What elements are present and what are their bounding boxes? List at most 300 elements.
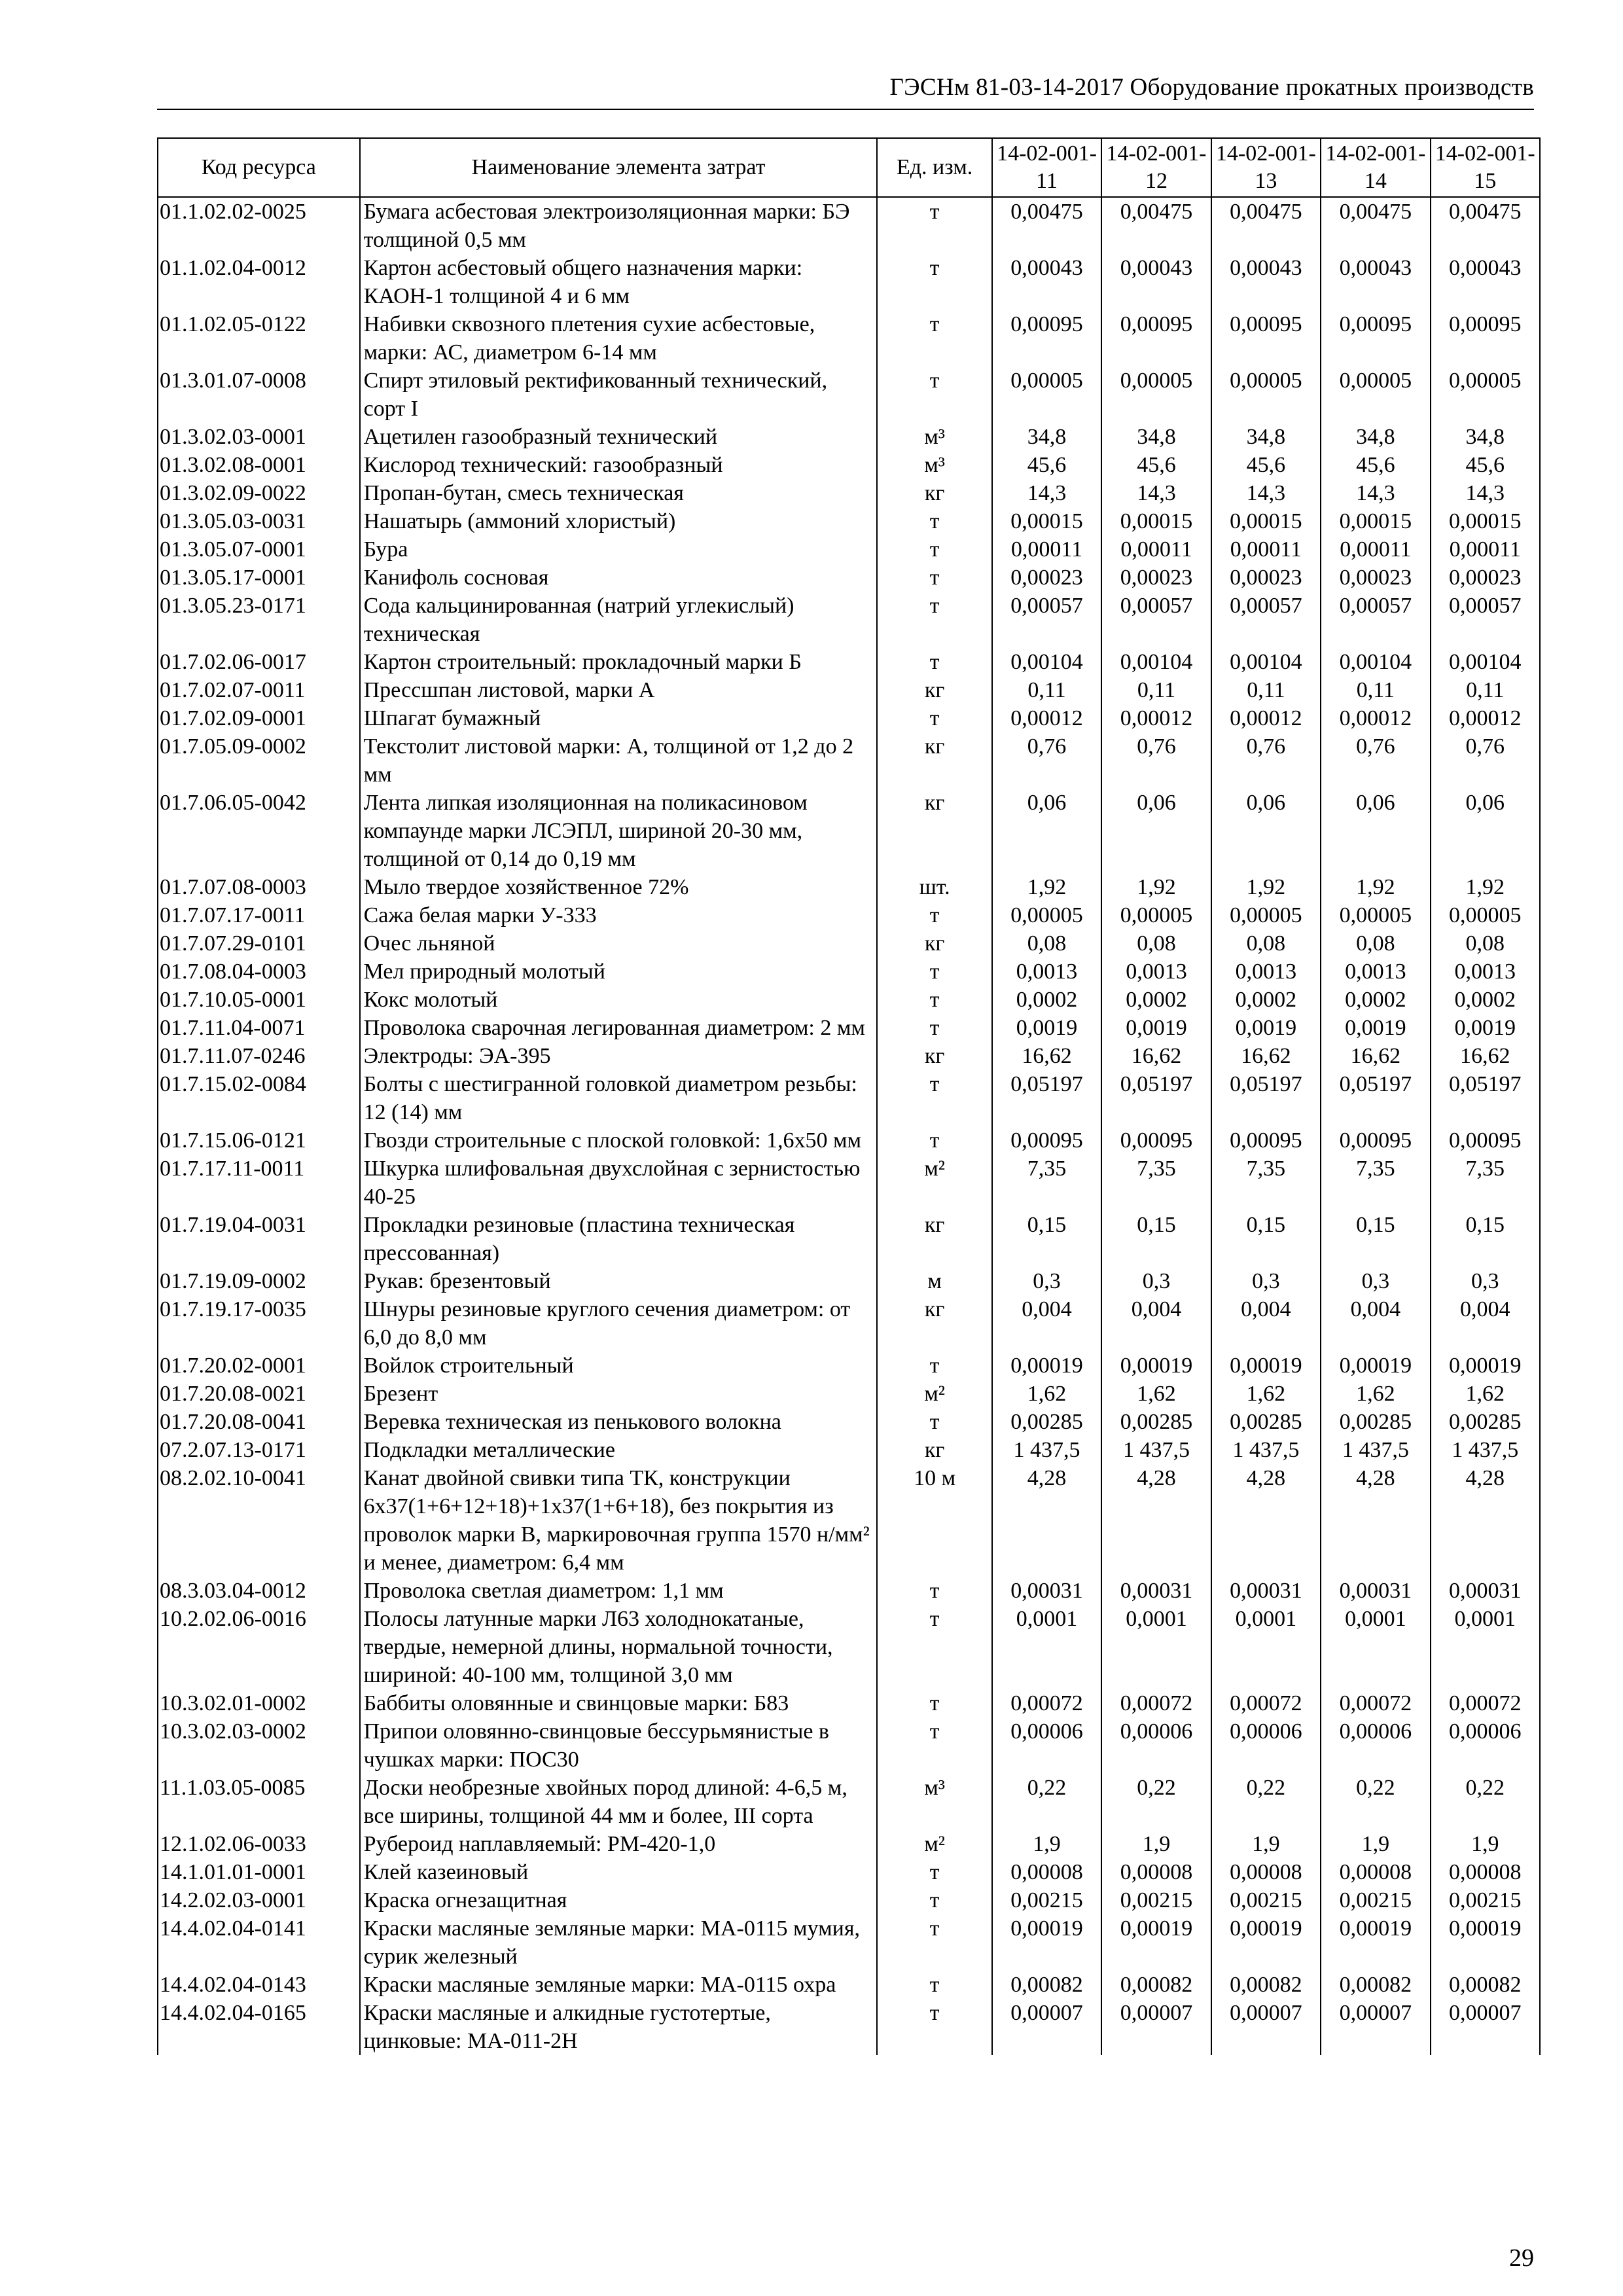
col-header-name: Наименование элемента затрат — [360, 138, 878, 197]
cell-value: 45,6 — [992, 451, 1101, 479]
cell-name: Ацетилен газообразный технический — [360, 423, 878, 451]
cell-value: 0,00215 — [1211, 1886, 1321, 1914]
cell-value: 1,62 — [992, 1380, 1101, 1408]
cell-value: 16,62 — [1321, 1042, 1430, 1070]
cell-value: 0,15 — [1211, 1211, 1321, 1267]
cell-value: 0,00215 — [992, 1886, 1101, 1914]
cell-value: 0,00019 — [1431, 1914, 1540, 1971]
col-header-unit: Ед. изм. — [877, 138, 991, 197]
cell-value: 0,00043 — [1101, 254, 1211, 310]
cell-value: 0,00023 — [1321, 564, 1430, 592]
cell-code: 01.3.05.23-0171 — [158, 592, 360, 648]
cell-name: Бумага асбестовая электроизоляционная марки: БЭ толщиной 0,5 мм — [360, 197, 878, 254]
cell-value: 0,00019 — [1211, 1914, 1321, 1971]
cell-code: 01.7.11.04-0071 — [158, 1014, 360, 1042]
cell-value: 0,00082 — [1101, 1971, 1211, 1999]
cell-value: 0,0019 — [1211, 1014, 1321, 1042]
cell-value: 0,00008 — [1101, 1858, 1211, 1886]
cell-value: 1,92 — [1101, 873, 1211, 901]
cell-code: 01.7.02.06-0017 — [158, 648, 360, 676]
cell-unit: т — [877, 254, 991, 310]
cell-unit: т — [877, 564, 991, 592]
table-row — [158, 648, 1540, 676]
cell-value: 0,15 — [1101, 1211, 1211, 1267]
cell-value: 0,0013 — [1321, 958, 1430, 986]
cell-value: 0,00031 — [1211, 1577, 1321, 1605]
cell-value: 7,35 — [1431, 1155, 1540, 1211]
cell-value: 0,11 — [1321, 676, 1430, 704]
cell-value: 45,6 — [1101, 451, 1211, 479]
cell-value: 0,05197 — [1211, 1070, 1321, 1126]
cell-value: 0,004 — [1321, 1295, 1430, 1352]
cell-unit: т — [877, 197, 991, 254]
cell-value: 0,05197 — [1321, 1070, 1430, 1126]
cell-code: 01.7.10.05-0001 — [158, 986, 360, 1014]
cell-value: 0,00008 — [1211, 1858, 1321, 1886]
cell-value: 0,06 — [1431, 789, 1540, 873]
table-row — [158, 592, 1540, 648]
cell-name: Пропан-бутан, смесь техническая — [360, 479, 878, 507]
cell-value: 0,00072 — [992, 1689, 1101, 1717]
cell-name: Мыло твердое хозяйственное 72% — [360, 873, 878, 901]
cell-value: 0,00475 — [1431, 197, 1540, 254]
cell-code: 10.3.02.03-0002 — [158, 1717, 360, 1774]
cell-value: 0,0019 — [1321, 1014, 1430, 1042]
cell-value: 0,00215 — [1431, 1886, 1540, 1914]
cell-name: Болты с шестигранной головкой диаметром резьбы: 12 (14) мм — [360, 1070, 878, 1126]
cell-code: 01.7.19.09-0002 — [158, 1267, 360, 1295]
cell-value: 7,35 — [1211, 1155, 1321, 1211]
cell-unit: кг — [877, 929, 991, 958]
cell-name: Очес льняной — [360, 929, 878, 958]
cell-value: 0,3 — [992, 1267, 1101, 1295]
cell-value: 0,00031 — [1321, 1577, 1430, 1605]
cell-unit: т — [877, 1014, 991, 1042]
cell-name: Краски масляные земляные марки: МА-0115 охра — [360, 1971, 878, 1999]
cell-code: 14.4.02.04-0143 — [158, 1971, 360, 1999]
table-row — [158, 1914, 1540, 1971]
cell-value: 0,11 — [1101, 676, 1211, 704]
cell-value: 0,3 — [1211, 1267, 1321, 1295]
cell-value: 0,00072 — [1431, 1689, 1540, 1717]
cell-unit: т — [877, 1689, 991, 1717]
col-header-code: Код ресурса — [158, 138, 360, 197]
cell-code: 01.7.11.07-0246 — [158, 1042, 360, 1070]
col-header-14: 14-02-001-14 — [1321, 138, 1430, 197]
cell-value: 45,6 — [1431, 451, 1540, 479]
cell-value: 4,28 — [1431, 1464, 1540, 1577]
table-row — [158, 1014, 1540, 1042]
cell-value: 14,3 — [1101, 479, 1211, 507]
cell-unit: м³ — [877, 451, 991, 479]
cell-code: 01.7.20.08-0041 — [158, 1408, 360, 1436]
cell-value: 0,15 — [1431, 1211, 1540, 1267]
cell-value: 0,00031 — [1101, 1577, 1211, 1605]
table-row — [158, 1717, 1540, 1774]
cell-value: 0,00057 — [1321, 592, 1430, 648]
cell-value: 0,0019 — [992, 1014, 1101, 1042]
cell-unit: т — [877, 1126, 991, 1155]
cell-unit: т — [877, 704, 991, 732]
col-header-15: 14-02-001-15 — [1431, 138, 1540, 197]
cell-name: Клей казеиновый — [360, 1858, 878, 1886]
cell-value: 0,22 — [1321, 1774, 1430, 1830]
cell-name: Прокладки резиновые (пластина техническая прессованная) — [360, 1211, 878, 1267]
cell-value: 0,3 — [1321, 1267, 1430, 1295]
cell-unit: т — [877, 1858, 991, 1886]
cell-name: Брезент — [360, 1380, 878, 1408]
cell-name: Краски масляные и алкидные густотертые, цинковые: МА-011-2Н — [360, 1999, 878, 2055]
cell-name: Шпагат бумажный — [360, 704, 878, 732]
cell-value: 0,00005 — [1431, 367, 1540, 423]
cell-value: 14,3 — [1321, 479, 1430, 507]
cell-value: 0,00095 — [992, 310, 1101, 367]
cell-code: 01.7.15.02-0084 — [158, 1070, 360, 1126]
cell-code: 01.7.02.09-0001 — [158, 704, 360, 732]
table-row — [158, 197, 1540, 254]
cell-unit: т — [877, 1605, 991, 1689]
cell-code: 12.1.02.06-0033 — [158, 1830, 360, 1858]
table-row — [158, 1380, 1540, 1408]
cell-value: 1,62 — [1101, 1380, 1211, 1408]
cell-value: 0,08 — [1101, 929, 1211, 958]
table-row — [158, 1605, 1540, 1689]
cell-value: 1,62 — [1321, 1380, 1430, 1408]
cell-value: 0,00015 — [1101, 507, 1211, 535]
cell-value: 1 437,5 — [1431, 1436, 1540, 1464]
cell-value: 34,8 — [1321, 423, 1430, 451]
cell-value: 0,06 — [1321, 789, 1430, 873]
cell-value: 0,00095 — [1101, 310, 1211, 367]
cell-value: 0,00015 — [992, 507, 1101, 535]
cell-value: 0,0001 — [1101, 1605, 1211, 1689]
cell-unit: т — [877, 986, 991, 1014]
cell-value: 0,00082 — [1211, 1971, 1321, 1999]
cell-code: 01.7.20.08-0021 — [158, 1380, 360, 1408]
cell-value: 1,9 — [1101, 1830, 1211, 1858]
cell-value: 16,62 — [1101, 1042, 1211, 1070]
cell-value: 0,00019 — [992, 1914, 1101, 1971]
cell-value: 0,76 — [1211, 732, 1321, 789]
cell-code: 07.2.07.13-0171 — [158, 1436, 360, 1464]
cell-unit: т — [877, 1886, 991, 1914]
table-row — [158, 704, 1540, 732]
cell-unit: м² — [877, 1155, 991, 1211]
cell-name: Проволока светлая диаметром: 1,1 мм — [360, 1577, 878, 1605]
cell-value: 0,08 — [992, 929, 1101, 958]
cell-value: 0,00023 — [1431, 564, 1540, 592]
cell-value: 0,00057 — [992, 592, 1101, 648]
cell-value: 0,0002 — [1101, 986, 1211, 1014]
cell-name: Рубероид наплавляемый: РМ-420-1,0 — [360, 1830, 878, 1858]
cell-value: 0,08 — [1211, 929, 1321, 958]
cell-value: 0,00095 — [1321, 310, 1430, 367]
cell-name: Шнуры резиновые круглого сечения диаметром: от 6,0 до 8,0 мм — [360, 1295, 878, 1352]
cell-value: 0,00008 — [1321, 1858, 1430, 1886]
cell-value: 0,00043 — [1431, 254, 1540, 310]
cell-unit: шт. — [877, 873, 991, 901]
cell-code: 14.2.02.03-0001 — [158, 1886, 360, 1914]
col-header-12: 14-02-001-12 — [1101, 138, 1211, 197]
cell-unit: т — [877, 535, 991, 564]
cell-value: 0,05197 — [1431, 1070, 1540, 1126]
cell-value: 0,00015 — [1431, 507, 1540, 535]
cell-name: Кислород технический: газообразный — [360, 451, 878, 479]
cell-code: 01.7.02.07-0011 — [158, 676, 360, 704]
cell-name: Канифоль сосновая — [360, 564, 878, 592]
table-row — [158, 451, 1540, 479]
cell-value: 0,76 — [1321, 732, 1430, 789]
cell-value: 0,00019 — [992, 1352, 1101, 1380]
cell-value: 16,62 — [992, 1042, 1101, 1070]
cell-unit: кг — [877, 1042, 991, 1070]
document-header: ГЭСНм 81-03-14-2017 Оборудование прокатных производств — [889, 74, 1534, 101]
cell-value: 0,00095 — [1431, 1126, 1540, 1155]
cell-value: 34,8 — [1211, 423, 1321, 451]
cell-value: 0,00006 — [1101, 1717, 1211, 1774]
cell-code: 01.7.20.02-0001 — [158, 1352, 360, 1380]
cell-value: 0,00011 — [1431, 535, 1540, 564]
cell-value: 0,00005 — [1101, 367, 1211, 423]
cell-value: 0,00006 — [992, 1717, 1101, 1774]
table-row — [158, 732, 1540, 789]
cell-value: 0,15 — [992, 1211, 1101, 1267]
cell-value: 16,62 — [1431, 1042, 1540, 1070]
cell-value: 0,06 — [1101, 789, 1211, 873]
cell-unit: кг — [877, 789, 991, 873]
cell-unit: 10 м — [877, 1464, 991, 1577]
cell-unit: т — [877, 1577, 991, 1605]
cell-value: 1,9 — [1211, 1830, 1321, 1858]
cell-value: 45,6 — [1321, 451, 1430, 479]
cell-name: Набивки сквозного плетения сухие асбестовые, марки: АС, диаметром 6-14 мм — [360, 310, 878, 367]
cell-value: 0,0002 — [1321, 986, 1430, 1014]
cell-value: 4,28 — [1321, 1464, 1430, 1577]
cell-value: 0,3 — [1101, 1267, 1211, 1295]
cell-value: 1 437,5 — [1211, 1436, 1321, 1464]
cell-value: 0,06 — [992, 789, 1101, 873]
cell-value: 0,0001 — [1211, 1605, 1321, 1689]
cell-unit: т — [877, 1352, 991, 1380]
table-row — [158, 1408, 1540, 1436]
cell-value: 0,00007 — [1431, 1999, 1540, 2055]
cell-value: 0,00019 — [1431, 1352, 1540, 1380]
cell-name: Баббиты оловянные и свинцовые марки: Б83 — [360, 1689, 878, 1717]
cell-value: 0,00008 — [1431, 1858, 1540, 1886]
table-row — [158, 1464, 1540, 1577]
cell-value: 1,9 — [1431, 1830, 1540, 1858]
cell-unit: т — [877, 592, 991, 648]
cell-value: 0,00006 — [1321, 1717, 1430, 1774]
cell-value: 0,76 — [992, 732, 1101, 789]
cell-value: 7,35 — [1101, 1155, 1211, 1211]
cell-value: 4,28 — [992, 1464, 1101, 1577]
cell-name: Прессшпан листовой, марки А — [360, 676, 878, 704]
cell-name: Бура — [360, 535, 878, 564]
cell-unit: т — [877, 507, 991, 535]
cell-value: 0,00012 — [1101, 704, 1211, 732]
cell-name: Краски масляные земляные марки: МА-0115 мумия, сурик железный — [360, 1914, 878, 1971]
table-row — [158, 1155, 1540, 1211]
table-row — [158, 1042, 1540, 1070]
cell-unit: кг — [877, 676, 991, 704]
cell-value: 0,00005 — [1321, 901, 1430, 929]
table-body — [158, 197, 1540, 2055]
cell-code: 14.4.02.04-0165 — [158, 1999, 360, 2055]
cell-value: 0,22 — [1211, 1774, 1321, 1830]
cell-value: 0,22 — [992, 1774, 1101, 1830]
cell-value: 0,05197 — [1101, 1070, 1211, 1126]
cell-name: Сажа белая марки У-333 — [360, 901, 878, 929]
cell-value: 0,00095 — [1211, 310, 1321, 367]
cell-value: 0,00095 — [1321, 1126, 1430, 1155]
cell-value: 0,00104 — [1211, 648, 1321, 676]
cell-value: 1 437,5 — [1101, 1436, 1211, 1464]
cell-value: 0,00012 — [1431, 704, 1540, 732]
cell-value: 0,00005 — [1431, 901, 1540, 929]
cell-value: 14,3 — [1211, 479, 1321, 507]
cell-name: Электроды: ЭА-395 — [360, 1042, 878, 1070]
cell-value: 0,00285 — [1101, 1408, 1211, 1436]
cell-value: 4,28 — [1211, 1464, 1321, 1577]
cell-value: 0,00215 — [1101, 1886, 1211, 1914]
cell-code: 11.1.03.05-0085 — [158, 1774, 360, 1830]
cell-value: 0,00005 — [992, 901, 1101, 929]
cell-value: 0,11 — [1211, 676, 1321, 704]
cell-name: Полосы латунные марки Л63 холоднокатаные, твердые, немерной длины, нормальной точности, шириной: 40-100 мм, толщиной 3,0 мм — [360, 1605, 878, 1689]
cell-value: 1,62 — [1431, 1380, 1540, 1408]
table-row — [158, 1126, 1540, 1155]
cell-name: Веревка техническая из пенькового волокна — [360, 1408, 878, 1436]
cell-unit: кг — [877, 479, 991, 507]
cell-name: Картон строительный: прокладочный марки Б — [360, 648, 878, 676]
cell-value: 0,06 — [1211, 789, 1321, 873]
table-row — [158, 1830, 1540, 1858]
cell-value: 1,92 — [1211, 873, 1321, 901]
table-row — [158, 1774, 1540, 1830]
cell-code: 01.7.07.29-0101 — [158, 929, 360, 958]
cell-value: 0,0001 — [1431, 1605, 1540, 1689]
cell-code: 14.4.02.04-0141 — [158, 1914, 360, 1971]
cell-code: 01.7.07.08-0003 — [158, 873, 360, 901]
cell-value: 0,00023 — [1211, 564, 1321, 592]
cell-value: 1,9 — [992, 1830, 1101, 1858]
cell-code: 01.7.06.05-0042 — [158, 789, 360, 873]
cell-value: 0,00072 — [1321, 1689, 1430, 1717]
cell-value: 16,62 — [1211, 1042, 1321, 1070]
cell-value: 0,00011 — [1321, 535, 1430, 564]
cell-value: 0,00095 — [1211, 1126, 1321, 1155]
cell-code: 01.3.05.07-0001 — [158, 535, 360, 564]
cell-value: 0,00019 — [1321, 1352, 1430, 1380]
cell-value: 1,9 — [1321, 1830, 1430, 1858]
table-row — [158, 958, 1540, 986]
cell-value: 45,6 — [1211, 451, 1321, 479]
cell-code: 01.1.02.05-0122 — [158, 310, 360, 367]
cell-code: 01.3.02.08-0001 — [158, 451, 360, 479]
table-row — [158, 1858, 1540, 1886]
cell-unit: т — [877, 901, 991, 929]
cell-name: Краска огнезащитная — [360, 1886, 878, 1914]
table-row — [158, 1886, 1540, 1914]
cell-name: Шкурка шлифовальная двухслойная с зернистостью 40-25 — [360, 1155, 878, 1211]
cell-value: 0,00057 — [1431, 592, 1540, 648]
cell-unit: т — [877, 958, 991, 986]
cell-value: 0,00043 — [1321, 254, 1430, 310]
cell-value: 0,00012 — [1321, 704, 1430, 732]
cell-unit: т — [877, 648, 991, 676]
cell-value: 0,00007 — [1101, 1999, 1211, 2055]
cell-value: 0,0001 — [1321, 1605, 1430, 1689]
cell-value: 0,08 — [1431, 929, 1540, 958]
table-row — [158, 535, 1540, 564]
cell-value: 0,00015 — [1211, 507, 1321, 535]
cell-value: 0,00019 — [1211, 1352, 1321, 1380]
cell-unit: т — [877, 1914, 991, 1971]
cell-value: 0,004 — [1211, 1295, 1321, 1352]
cell-code: 08.3.03.04-0012 — [158, 1577, 360, 1605]
cell-value: 0,00285 — [1431, 1408, 1540, 1436]
cell-code: 01.3.02.09-0022 — [158, 479, 360, 507]
cell-name: Кокс молотый — [360, 986, 878, 1014]
table-row — [158, 929, 1540, 958]
cell-code: 01.3.02.03-0001 — [158, 423, 360, 451]
cell-value: 0,00005 — [1211, 901, 1321, 929]
cell-name: Рукав: брезентовый — [360, 1267, 878, 1295]
table-row — [158, 507, 1540, 535]
cell-value: 0,00104 — [992, 648, 1101, 676]
cell-value: 0,00475 — [992, 197, 1101, 254]
cell-value: 0,00007 — [1211, 1999, 1321, 2055]
cell-unit: т — [877, 1408, 991, 1436]
cell-name: Нашатырь (аммоний хлористый) — [360, 507, 878, 535]
cell-value: 0,00012 — [1211, 704, 1321, 732]
cell-unit: т — [877, 1999, 991, 2055]
cell-value: 1,92 — [992, 873, 1101, 901]
table-row — [158, 254, 1540, 310]
cell-value: 0,3 — [1431, 1267, 1540, 1295]
cell-value: 0,00019 — [1101, 1914, 1211, 1971]
cell-value: 0,00006 — [1431, 1717, 1540, 1774]
cell-code: 01.7.19.04-0031 — [158, 1211, 360, 1267]
cell-value: 0,004 — [992, 1295, 1101, 1352]
col-header-11: 14-02-001-11 — [992, 138, 1101, 197]
cell-name: Канат двойной свивки типа ТК, конструкции 6х37(1+6+12+18)+1х37(1+6+18), без покрытия из проволок марки В, маркировочная группа 1570 н/мм² и менее, диаметром: 6,4 мм — [360, 1464, 878, 1577]
table-row — [158, 479, 1540, 507]
cell-value: 0,00104 — [1431, 648, 1540, 676]
cell-value: 0,22 — [1431, 1774, 1540, 1830]
cell-unit: м — [877, 1267, 991, 1295]
cell-name: Сода кальцинированная (натрий углекислый) техническая — [360, 592, 878, 648]
cell-value: 0,00057 — [1211, 592, 1321, 648]
cell-value: 0,76 — [1101, 732, 1211, 789]
cell-unit: кг — [877, 1295, 991, 1352]
cell-code: 01.7.17.11-0011 — [158, 1155, 360, 1211]
cell-value: 0,00007 — [992, 1999, 1101, 2055]
cell-code: 01.7.19.17-0035 — [158, 1295, 360, 1352]
cell-code: 10.3.02.01-0002 — [158, 1689, 360, 1717]
cell-value: 0,00015 — [1321, 507, 1430, 535]
cell-value: 0,0013 — [992, 958, 1101, 986]
cell-unit: м³ — [877, 423, 991, 451]
cell-value: 0,00005 — [1101, 901, 1211, 929]
cell-unit: т — [877, 1971, 991, 1999]
header-rule — [157, 109, 1534, 110]
cell-value: 0,00095 — [992, 1126, 1101, 1155]
cell-value: 0,0019 — [1431, 1014, 1540, 1042]
cell-code: 01.3.05.03-0031 — [158, 507, 360, 535]
table-row — [158, 873, 1540, 901]
